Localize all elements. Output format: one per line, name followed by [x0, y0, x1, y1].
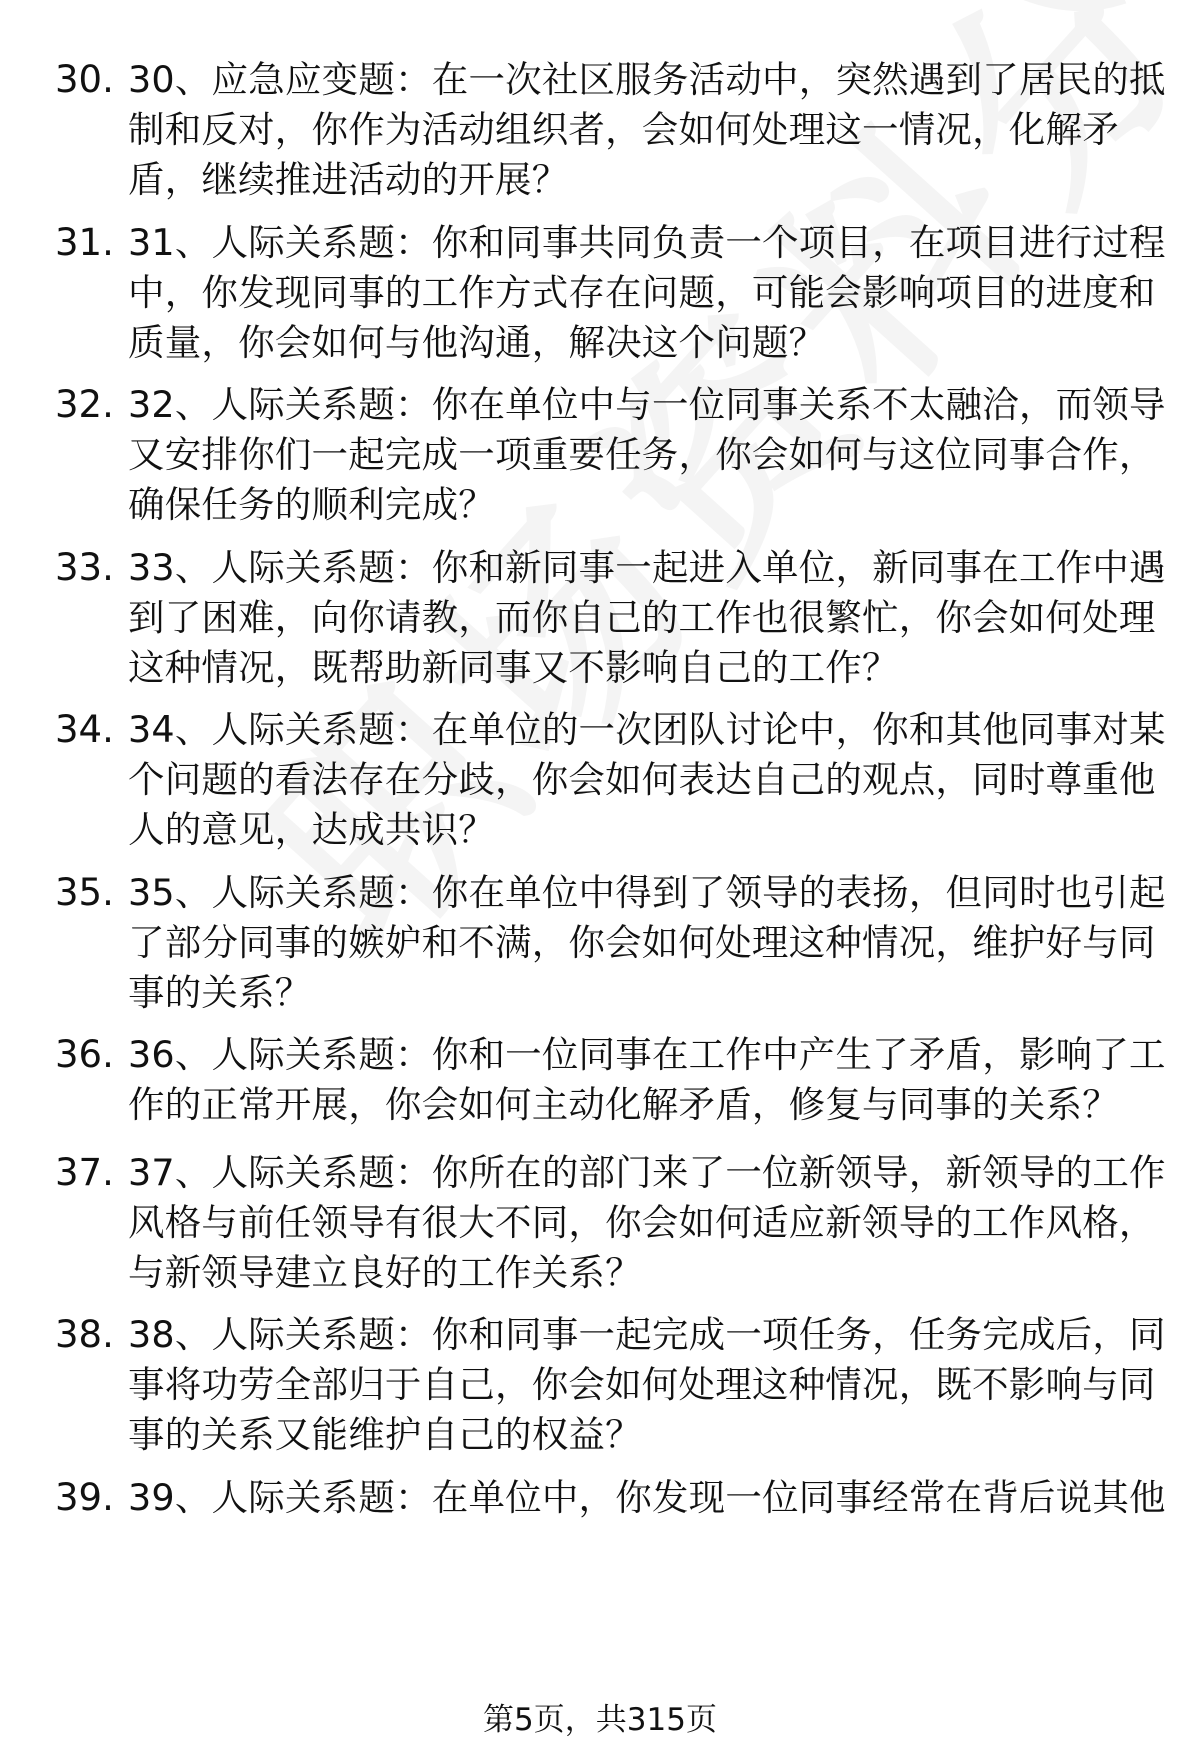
- question-text-line: 质量，你会如何与他沟通，解决这个问题？: [128, 321, 826, 364]
- question-text: [128, 1148, 1166, 1298]
- question-number: 32.: [55, 383, 114, 426]
- question-text-line: 与新领导建立良好的工作关系？: [128, 1251, 642, 1294]
- question-text-line: 作的正常开展，你会如何主动化解矛盾，修复与同事的关系？: [128, 1083, 1119, 1126]
- question-text: [128, 705, 1166, 855]
- question-text: [128, 1310, 1166, 1460]
- question-text-line: 事的关系又能维护自己的权益？: [128, 1413, 642, 1456]
- question-text: [128, 1473, 1166, 1523]
- question-number: 37.: [55, 1151, 114, 1194]
- question-text: [128, 218, 1166, 368]
- question-text: [128, 1030, 1166, 1130]
- question-number: 36.: [55, 1033, 114, 1076]
- question-number: 33.: [55, 546, 114, 589]
- question-text: [128, 380, 1166, 530]
- question-text-line: 32、人际关系题：你在单位中与一位同事关系不太融洽，而领导: [128, 383, 1166, 426]
- question-text-line: 又安排你们一起完成一项重要任务，你会如何与这位同事合作，: [128, 433, 1156, 476]
- question-text-line: 35、人际关系题：你在单位中得到了领导的表扬，但同时也引起: [128, 871, 1166, 914]
- question-text-line: 30、应急应变题：在一次社区服务活动中，突然遇到了居民的抵: [128, 58, 1166, 101]
- question-text-line: 37、人际关系题：你所在的部门来了一位新领导，新领导的工作: [128, 1151, 1166, 1194]
- question-number: 35.: [55, 871, 114, 914]
- question-text-line: 中，你发现同事的工作方式存在问题，可能会影响项目的进度和: [128, 271, 1156, 314]
- question-text-line: 制和反对，你作为活动组织者，会如何处理这一情况，化解矛: [128, 108, 1119, 151]
- question-text-line: 个问题的看法存在分歧，你会如何表达自己的观点，同时尊重他: [128, 758, 1156, 801]
- question-text-line: 36、人际关系题：你和一位同事在工作中产生了矛盾，影响了工: [128, 1033, 1166, 1076]
- question-text-line: 人的意见，达成共识？: [128, 808, 495, 851]
- question-number: 38.: [55, 1313, 114, 1356]
- question-number: 39.: [55, 1476, 114, 1519]
- question-text-line: 事的关系？: [128, 971, 312, 1014]
- question-text: [128, 543, 1166, 693]
- question-text-line: 盾，继续推进活动的开展？: [128, 158, 569, 201]
- question-text: [128, 868, 1166, 1018]
- question-text: [128, 55, 1166, 205]
- question-text-line: 风格与前任领导有很大不同，你会如何适应新领导的工作风格，: [128, 1201, 1156, 1244]
- question-text-line: 到了困难，向你请教，而你自己的工作也很繁忙，你会如何处理: [128, 596, 1156, 639]
- question-text-line: 31、人际关系题：你和同事共同负责一个项目，在项目进行过程: [128, 221, 1166, 264]
- question-number: 31.: [55, 221, 114, 264]
- page-footer: 第5页，共315页: [483, 1702, 717, 1738]
- question-number: 34.: [55, 708, 114, 751]
- question-text-line: 了部分同事的嫉妒和不满，你会如何处理这种情况，维护好与同: [128, 921, 1156, 964]
- question-text-line: 34、人际关系题：在单位的一次团队讨论中，你和其他同事对某: [128, 708, 1166, 751]
- question-text-line: 39、人际关系题：在单位中，你发现一位同事经常在背后说其他: [128, 1476, 1166, 1519]
- question-text-line: 这种情况，既帮助新同事又不影响自己的工作？: [128, 646, 899, 689]
- question-text-line: 确保任务的顺利完成？: [128, 483, 495, 526]
- question-text-line: 38、人际关系题：你和同事一起完成一项任务，任务完成后，同: [128, 1313, 1166, 1356]
- question-text-line: 33、人际关系题：你和新同事一起进入单位，新同事在工作中遇: [128, 546, 1166, 589]
- question-text-line: 事将功劳全部归于自己，你会如何处理这种情况，既不影响与同: [128, 1363, 1156, 1406]
- question-number: 30.: [55, 58, 114, 101]
